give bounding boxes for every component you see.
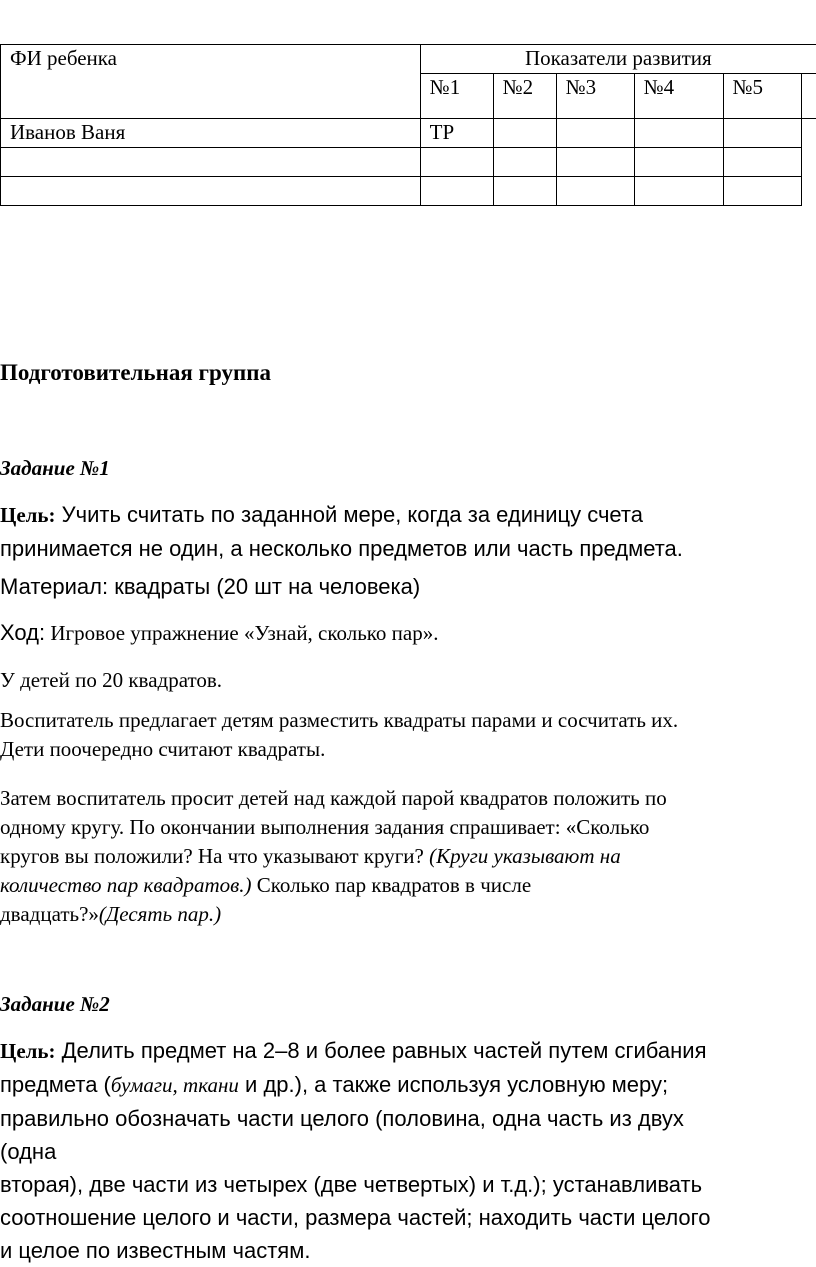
task1-material: Материал: квадраты (20 шт на человека) [0,574,421,599]
task1-p3-line2: одному кругу. По окончании выполнения задания спрашивает: «Сколько [0,815,650,839]
header-child-name: ФИ ребенка [1,45,421,119]
task2-line2c: и др.), а также используя условную меру; [238,1072,669,1097]
table-cell [493,148,556,177]
task1-p3-line3b: (Круги указывают на [429,844,621,868]
table-cell [420,148,493,177]
table-cell: ТР [420,119,493,148]
task1-p3-line4a: количество пар квадратов.) [0,873,252,897]
table-row-name: Иванов Ваня [1,119,421,148]
header-indicators: Показатели развития [420,45,816,74]
task2-title: Задание №2 [0,992,110,1016]
table-cell [420,177,493,206]
table-cell [493,119,556,148]
task2-goal [0,1034,816,1267]
task2-line2a: предмета ( [0,1072,111,1097]
task1-p3-line3a: кругов вы положили? На что указывают круги? [0,844,430,868]
subheader-4: №4 [634,74,723,119]
table-row-name [1,177,421,206]
task1-goal [0,498,816,565]
task2-line1: Делить предмет на 2–8 и более равных частей путем сгибания [55,1038,707,1063]
task1-p1: У детей по 20 квадратов. [0,668,223,692]
table-cell [723,177,802,206]
task1-goal-label: Цель: [0,503,56,527]
task1-goal-line1: Учить считать по заданной мере, когда за единицу счета [55,502,643,527]
task2-line2b: бумаги, ткани [110,1073,239,1097]
indicators-table [0,44,816,206]
table-row-name [1,148,421,177]
subheader-1: №1 [420,74,493,119]
task1-title: Задание №1 [0,456,110,480]
group-heading: Подготовительная группа [0,360,271,385]
table-cell [634,177,723,206]
task1-p2-line2: Дети поочередно считают квадраты. [0,737,326,761]
task1-p3-line5a: двадцать?» [0,902,99,926]
table-cell [556,177,634,206]
table-cell-empty [802,148,816,177]
subheader-3: №3 [556,74,634,119]
task1-p2-line1: Воспитатель предлагает детям разместить квадраты парами и сосчитать их. [0,708,679,732]
subheader-extra [802,74,816,119]
table-cell-empty [802,119,816,148]
subheader-5: №5 [723,74,802,119]
task2-line4: (одна [0,1139,57,1164]
table-cell [634,119,723,148]
task2-line7: и целое по известным частям. [0,1238,311,1263]
subheader-2: №2 [493,74,556,119]
task1-move-label: Ход [0,620,40,645]
table-cell [723,119,802,148]
task1-move-text: Игровое упражнение «Узнай, сколько пар». [45,621,439,645]
task1-goal-line2: принимается не один, а несколько предметов или часть предмета. [0,536,683,561]
task1-p3 [0,784,816,929]
table-cell-empty [802,177,816,206]
task2-line3: правильно обозначать части целого (половина, одна часть из двух [0,1106,684,1131]
table-cell [556,148,634,177]
task2-line5: вторая), две части из четырех (две четвертых) и т.д.); устанавливать [0,1172,703,1197]
task1-p3-line1: Затем воспитатель просит детей над каждой парой квадратов положить по [0,786,667,810]
task1-p2 [0,706,816,764]
task2-goal-label: Цель: [0,1039,56,1063]
task1-move-colon: : [39,620,46,645]
table-cell [556,119,634,148]
task1-p3-line4b: Сколько пар квадратов в числе [251,873,532,897]
task2-line6: соотношение целого и части, размера частей; находить части целого [0,1205,711,1230]
table-cell [634,148,723,177]
task1-move [0,616,816,652]
table-cell [723,148,802,177]
table-cell [493,177,556,206]
task1-p3-line5b: (Десять пар.) [98,902,222,926]
